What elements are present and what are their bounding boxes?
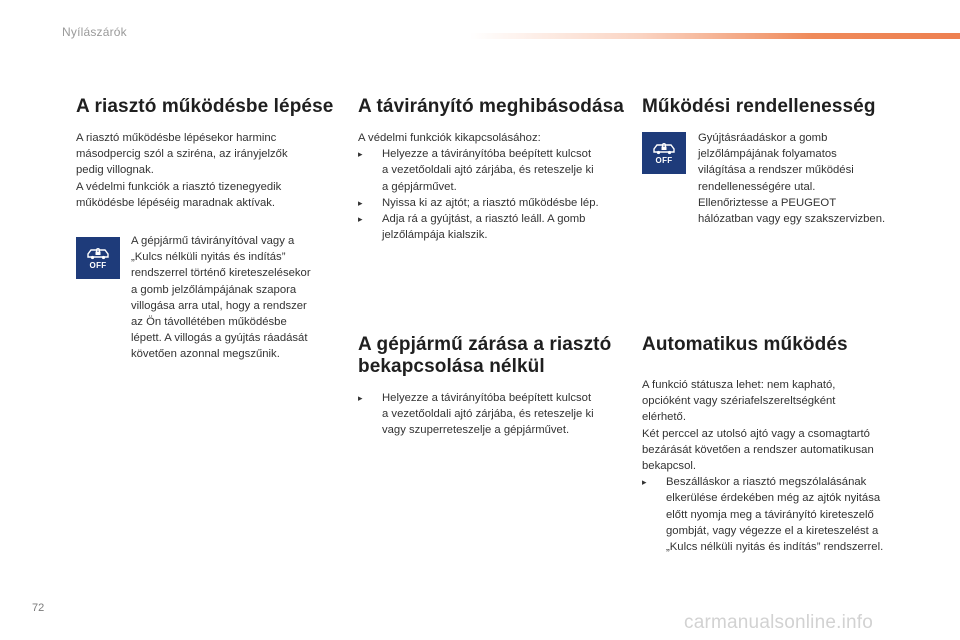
- text-line: jelzőlámpája kialszik.: [382, 229, 488, 242]
- text-line: Helyezze a távirányítóba beépített kulcsot: [382, 148, 592, 161]
- text-line: lépett. A villogás a gyújtás ráadását: [131, 332, 308, 345]
- icon-off-label: OFF: [89, 261, 107, 271]
- remote-failure-text: [358, 130, 626, 243]
- text-line: előtt nyomja meg a távirányító kireteszelő: [666, 508, 874, 521]
- bullet-arrow-icon: ▸: [358, 197, 363, 208]
- text-line: rendszerrel történő kireteszelésekor: [131, 267, 311, 280]
- text-line: Ellenőriztesse a PEUGEOT: [698, 196, 837, 209]
- car-lock-icon: [651, 141, 677, 155]
- text-line: pedig villognak.: [76, 164, 154, 177]
- text-line: A funkció státusza lehet: nem kapható,: [642, 379, 836, 391]
- lock-without-alarm-text: [358, 390, 638, 439]
- bullet-arrow-icon: ▸: [358, 149, 363, 160]
- text-line: A védelmi funkciók kikapcsolásához:: [358, 132, 541, 144]
- text-line: bekapcsol.: [642, 460, 697, 473]
- page-number: 72: [32, 602, 45, 614]
- list-item: [642, 474, 932, 555]
- text-line: vagy szuperreteszelje a gépjárművet.: [382, 424, 570, 437]
- automatic-text: [642, 377, 932, 555]
- text-line: másodpercig szól a sziréna, az irányjelzők: [76, 148, 288, 161]
- bullet-arrow-icon: ▸: [358, 214, 363, 225]
- text-line: a gépjárművet.: [382, 180, 457, 193]
- text-line: gombját, vagy végezze el a kireteszelést a: [666, 524, 879, 537]
- text-line: a gomb jelzőlámpájának szapora: [131, 283, 297, 296]
- column-remote-failure: [358, 96, 626, 437]
- column-malfunction: [642, 96, 932, 554]
- text-line: A védelmi funkciók a riasztó tizenegyedik: [76, 180, 282, 193]
- text-line: hálózatban vagy egy szakszervizben.: [698, 213, 886, 226]
- text-line: Nyissa ki az ajtót; a riasztó működésbe lép.: [382, 196, 599, 209]
- alarm-off-icon: [642, 132, 686, 174]
- text-line: „Kulcs nélküli nyitás és indítás” rendszerrel.: [666, 541, 884, 554]
- list-item: [358, 146, 626, 195]
- text-line: A gépjármű távirányítóval vagy a: [131, 235, 295, 248]
- bullet-arrow-icon: ▸: [358, 393, 363, 403]
- icon-off-label: OFF: [655, 156, 673, 165]
- text-line: villogása arra utal, hogy a rendszer: [131, 299, 307, 312]
- text-line: „Kulcs nélküli nyitás és indítás”: [131, 251, 286, 264]
- section-automatic: [642, 334, 932, 555]
- text-line: Gyújtásráadáskor a gomb: [698, 132, 828, 144]
- car-lock-icon: [85, 246, 111, 260]
- alarm-trigger-note: [76, 233, 338, 363]
- text-line: rendellenességére utal.: [698, 180, 816, 193]
- text-line: opcióként vagy szériafelszereltségként: [642, 395, 836, 408]
- page-section-title: Nyílászárók: [62, 25, 127, 39]
- text-line: Adja rá a gyújtást, a riasztó leáll. A gomb: [382, 213, 586, 226]
- bullet-arrow-icon: ▸: [642, 477, 647, 488]
- text-line: Beszálláskor a riasztó megszólalásának: [666, 476, 867, 489]
- text-line: bezárását követően a rendszer automatikusan: [642, 443, 874, 456]
- malfunction-note: [642, 130, 932, 227]
- text-line: a vezetőoldali ajtó zárjába, és reteszelje ki: [382, 408, 594, 421]
- heading-line: A gépjármű zárása a riasztó: [358, 334, 612, 355]
- heading-malfunction: Működési rendellenesség: [642, 96, 876, 117]
- heading-remote-failure: A távirányító meghibásodása: [358, 96, 624, 117]
- column-alarm-trigger: [76, 96, 338, 363]
- heading-lock-without-alarm: [358, 334, 638, 378]
- heading-automatic: Automatikus működés: [642, 334, 848, 355]
- text-line: követően azonnal megszűnik.: [131, 348, 280, 361]
- text-line: a vezetőoldali ajtó zárjába, és reteszelje ki: [382, 164, 594, 177]
- text-line: jelzőlámpájának folyamatos: [698, 148, 837, 161]
- heading-line: bekapcsolása nélkül: [358, 356, 545, 377]
- text-line: elérhető.: [642, 411, 686, 424]
- section-lock-without-alarm: [358, 334, 638, 439]
- alarm-trigger-text: [76, 130, 338, 211]
- watermark: carmanualsonline.info: [684, 612, 874, 633]
- text-line: Helyezze a távirányítóba beépített kulcsot: [382, 392, 592, 404]
- text-line: világítása a rendszer működési: [698, 164, 854, 177]
- text-line: Két perccel az utolsó ajtó vagy a csomagtartó: [642, 427, 870, 440]
- heading-alarm-trigger: A riasztó működésbe lépése: [76, 96, 334, 117]
- list-item: [358, 211, 626, 243]
- header-accent-line: [470, 33, 960, 39]
- text-line: A riasztó működésbe lépésekor harminc: [76, 132, 277, 144]
- text-line: működésbe lépéséig maradnak aktívak.: [76, 196, 276, 209]
- text-line: az Ön távollétében működésbe: [131, 316, 287, 329]
- text-line: elkerülése érdekében még az ajtók nyitása: [666, 492, 881, 505]
- list-item: [358, 195, 626, 211]
- list-item: [358, 390, 638, 439]
- alarm-off-icon: [76, 237, 120, 279]
